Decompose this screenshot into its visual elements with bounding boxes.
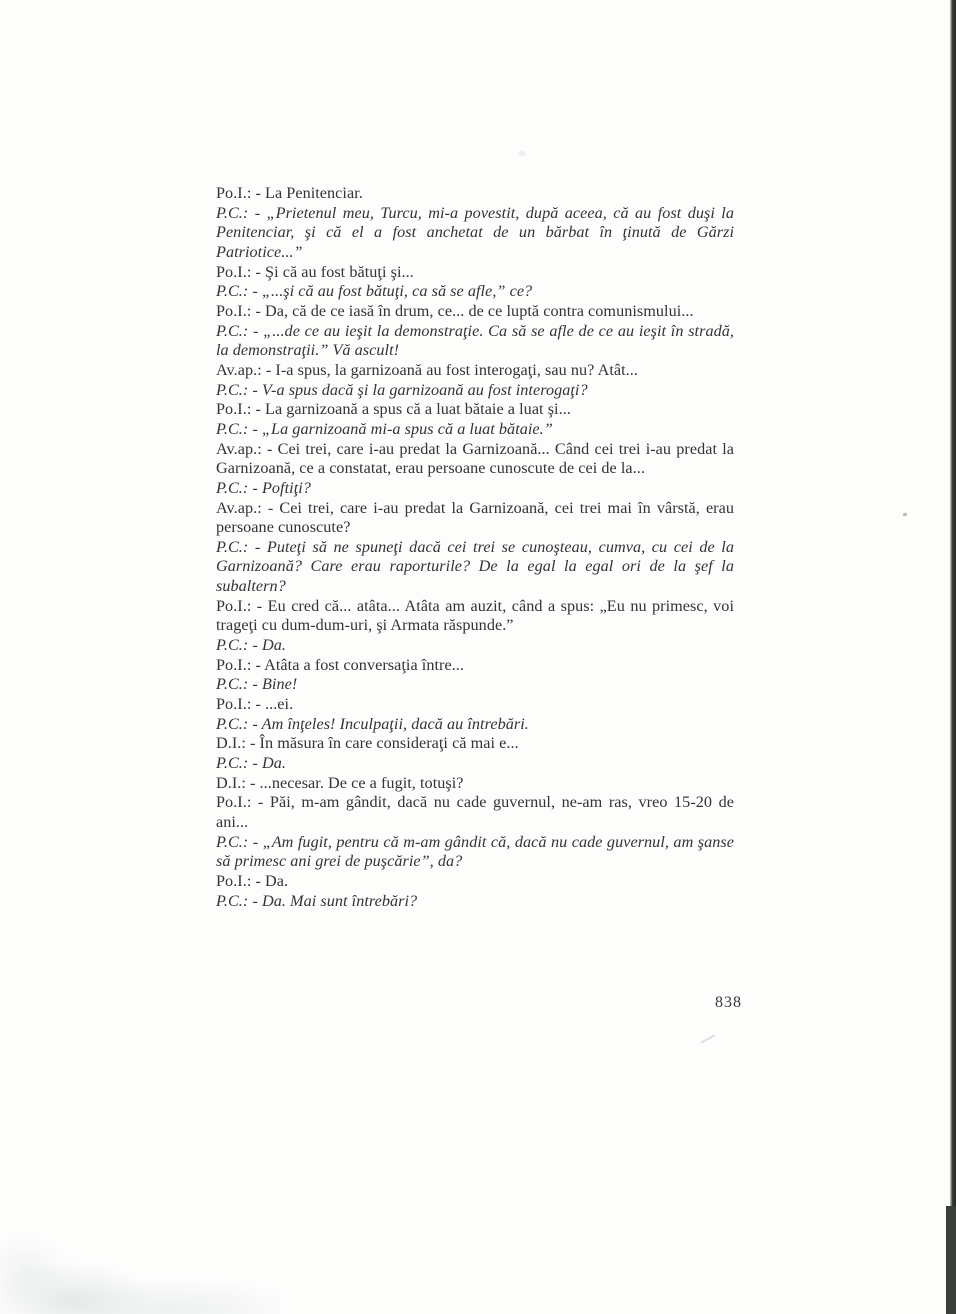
scan-edge-right xyxy=(950,0,956,1314)
transcript-line: D.I.: - ...necesar. De ce a fugit, totuşi? xyxy=(216,773,464,792)
transcript-line: P.C.: - Poftiţi? xyxy=(216,478,311,497)
transcript-line: P.C.: - Bine! xyxy=(216,675,298,694)
transcript-line: Po.I.: - La garnizoană a spus că a luat bătaie a luat şi... xyxy=(216,400,571,419)
transcript-line: Av.ap.: - Cei trei, care i-au predat la Garnizoană... Când cei trei i-au predat la Garnizoană, ce a constatat, erau persoane cunoscute de cei de la... xyxy=(216,439,734,478)
transcript-line: P.C.: - „Prietenul meu, Turcu, mi-a povestit, după aceea, că au fost duşi la Penitenciar, şi că el a fost anchetat de un bărbat în ţinută de Gărzi Patriotice...” xyxy=(216,203,734,261)
transcript-line: P.C.: - Am înţeles! Inculpaţii, dacă au întrebări. xyxy=(216,714,529,733)
transcript-line: Po.I.: - Eu cred că... atâta... Atâta am auzit, când a spus: „Eu nu primesc, voi trageţi cu dum-dum-uri, şi Armata răspunde.” xyxy=(216,596,734,635)
scan-smudge-bottom-left xyxy=(0,1194,280,1314)
transcript-line: Po.I.: - ...ei. xyxy=(216,695,294,714)
transcript-line: P.C.: - „...şi că au fost bătuţi, ca să se afle,” ce? xyxy=(216,282,533,301)
transcript-line: P.C.: - Da. Mai sunt întrebări? xyxy=(216,891,418,910)
transcript-line: Po.I.: - Păi, m-am gândit, dacă nu cade guvernul, ne-am ras, vreo 15-20 de ani... xyxy=(216,793,734,831)
transcript-line: Po.I.: - Şi că au fost bătuţi şi... xyxy=(216,262,414,281)
transcript-line: Po.I.: - Atâta a fost conversaţia între... xyxy=(216,655,464,674)
transcript-line: P.C.: - „Am fugit, pentru că m-am gândit că, dacă nu cade guvernul, am şanse să primesc ani grei de puşcărie”, da? xyxy=(216,832,734,871)
transcript-line: P.C.: - Da. xyxy=(216,754,286,773)
scan-speck-mid-right xyxy=(903,512,908,516)
transcript xyxy=(216,184,734,911)
transcript-line: D.I.: - În măsura în care consideraţi că mai e... xyxy=(216,734,519,753)
transcript-line: Po.I.: - Da. xyxy=(216,871,289,890)
transcript-line: Po.I.: - Da, că de ce iasă în drum, ce... de ce luptă contra comunismului... xyxy=(216,301,694,320)
scan-edge-right-bottom xyxy=(946,1206,956,1314)
scan-speck-top xyxy=(519,151,525,156)
scan-speck-bottom xyxy=(700,1034,715,1043)
transcript-line: P.C.: - „La garnizoană mi-a spus că a luat bătaie.” xyxy=(216,419,553,438)
transcript-line: Av.ap.: - I-a spus, la garnizoană au fost interogaţi, sau nu? Atât... xyxy=(216,360,638,379)
transcript-line: Po.I.: - La Penitenciar. xyxy=(216,184,363,202)
transcript-line: P.C.: - „...de ce au ieşit la demonstraţie. Ca să se afle de ce au ieşit în stradă, la demonstraţii.” Vă ascult! xyxy=(216,321,734,360)
page-number: 838 xyxy=(715,994,742,1011)
transcript-line: Av.ap.: - Cei trei, care i-au predat la Garnizoană, cei trei mai în vârstă, erau persoane cunoscute? xyxy=(216,498,734,537)
transcript-line: P.C.: - Puteţi să ne spuneţi dacă cei trei se cunoşteau, cumva, cu cei de la Garnizoană? Care erau raporturile? De la egal la egal ori de la şef la subaltern? xyxy=(216,537,734,596)
transcript-line: P.C.: - Da. xyxy=(216,636,286,655)
transcript-line: P.C.: - V-a spus dacă şi la garnizoană au fost interogaţi? xyxy=(216,380,588,399)
